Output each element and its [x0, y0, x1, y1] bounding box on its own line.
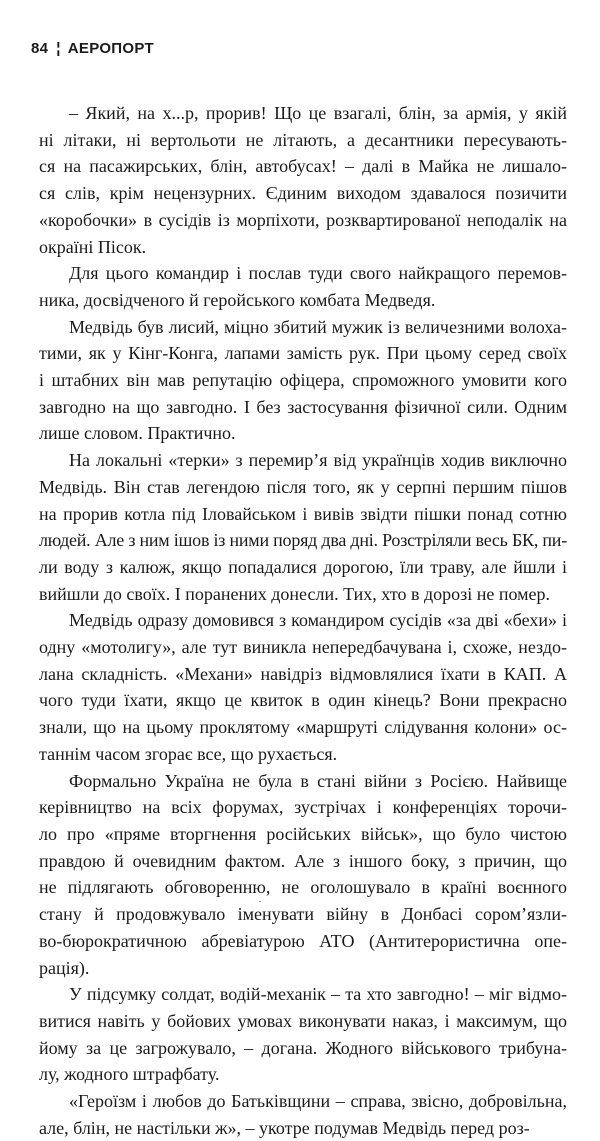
text-line: Медвідь. Він став легендою після того, як у серпні першим пішов [39, 476, 567, 497]
paragraph [39, 260, 567, 313]
text-line: правдою й очевидним фактом. Але з іншого боку, з причин, що [39, 850, 567, 871]
paragraph [39, 607, 567, 767]
text-line: во-бюрократичною абревіатурою АТО (Антитерористична опе- [39, 930, 567, 951]
page-number: 84 [31, 40, 49, 57]
text-line: йому за це загрожувало, – догана. Жодного військового трибуна- [39, 1037, 567, 1058]
text-line: лише словом. Практично. [39, 423, 236, 444]
paragraph [39, 768, 567, 982]
text-line: керівництво на всіх форумах, зустрічах і конференціях торочи- [39, 797, 567, 818]
paragraph [39, 981, 567, 1088]
section-title: АЕРОПОРТ [67, 40, 154, 57]
text-line: лана складність. «Механи» навідріз відмовлялися їхати в КАП. А [39, 663, 567, 684]
text-line: людей. Але з ним ішов із ними поряд два дні. Розстріляли весь БК, пи- [39, 530, 567, 551]
text-line: ли воду з калюж, якщо попадалися дорогою, їли траву, але йшли і [39, 556, 567, 577]
text-line: лу, жодного штрафбату. [39, 1064, 220, 1085]
text-line: Формально Україна не була в стані війни з Росією. Найвище [69, 770, 567, 791]
text-line: але, блін, не настільки ж», – укотре подумав Медвідь перед роз- [39, 1117, 530, 1138]
text-line: ло про «пряме вторгнення російських військ», що було чистою [39, 823, 567, 844]
text-line: На локальні «терки» з перемир’я від українців ходив виключно [69, 450, 567, 471]
paragraph [39, 447, 567, 607]
text-line: одну «мотолигу», але тут виникла непередбачувана і, схоже, нездо- [39, 637, 567, 658]
text-line: рація). [39, 957, 90, 978]
text-line: вийшли до своїх. І поранених донесли. Тих, хто в дорозі не помер. [39, 583, 551, 604]
text-line: чого туди їхати, якщо це квиток в один кінець? Вони прекрасно [39, 690, 567, 711]
text-line: У підсумку солдат, водій-механік – та хто завгодно! – міг відмо- [69, 984, 567, 1005]
text-line: – Який, на х...р, прорив! Що це взагалі, блін, за армія, у якій [69, 103, 567, 123]
text-line: не підлягають обговоренню, не оголошувало в країні воєнного [39, 877, 567, 898]
paragraph [39, 1088, 567, 1141]
text-line: стану й продовжувало іменувати війну в Донбасі сором’язли- [39, 904, 567, 925]
text-line: окраїні Пісок. [39, 236, 147, 257]
header-separator: ¦ [56, 40, 61, 57]
text-line: знали, що на цьому проклятому «маршруті слідування колони» ос- [39, 717, 567, 738]
text-line: таннім часом згорає все, що рухається. [39, 743, 338, 764]
text-line: ні літаки, ні вертольоти не літають, а десантники пересувають- [39, 129, 567, 150]
text-line: ся на пасажирських, блін, автобусах! – далі в Майка не лишало- [39, 156, 567, 177]
text-line: і штабних він мав репутацію офіцера, спроможного умовити кого [39, 370, 567, 391]
text-line: Медвідь був лисий, міцно збитий мужик із величезними волоха- [69, 316, 567, 337]
text-line: «коробочки» в сусідів із морпіхоти, розквартированої неподалік на [39, 209, 567, 230]
body-text [39, 100, 567, 1141]
text-line: тими, як у Кінг-Конга, лапами замість рук. При цьому серед своїх [39, 343, 567, 364]
text-line: витися навіть у бойових умовах виконувати наказ, і максимум, що [39, 1010, 567, 1031]
paragraph [39, 100, 567, 260]
text-line: завгодно на що завгодно. І без застосування фізичної сили. Одним [39, 396, 567, 417]
text-line: Медвідь одразу домовився з командиром сусідів «за дві «бехи» і [69, 610, 567, 631]
text-line: «Героїзм і любов до Батьківщини – справа, звісно, добровільна, [69, 1091, 567, 1112]
page-speck: · [258, 894, 262, 908]
paragraph [39, 314, 567, 448]
text-line: ника, досвідченого й геройського комбата Медведя. [39, 289, 436, 310]
text-line: на прорив котла під Іловайськом і вивів звідти пішки понад сотню [39, 503, 567, 524]
running-header [31, 40, 154, 57]
text-line: Для цього командир і послав туди свого найкращого перемов- [69, 263, 567, 284]
text-line: ся слів, крім нецензурних. Єдиним виходом здавалося позичити [39, 183, 567, 204]
